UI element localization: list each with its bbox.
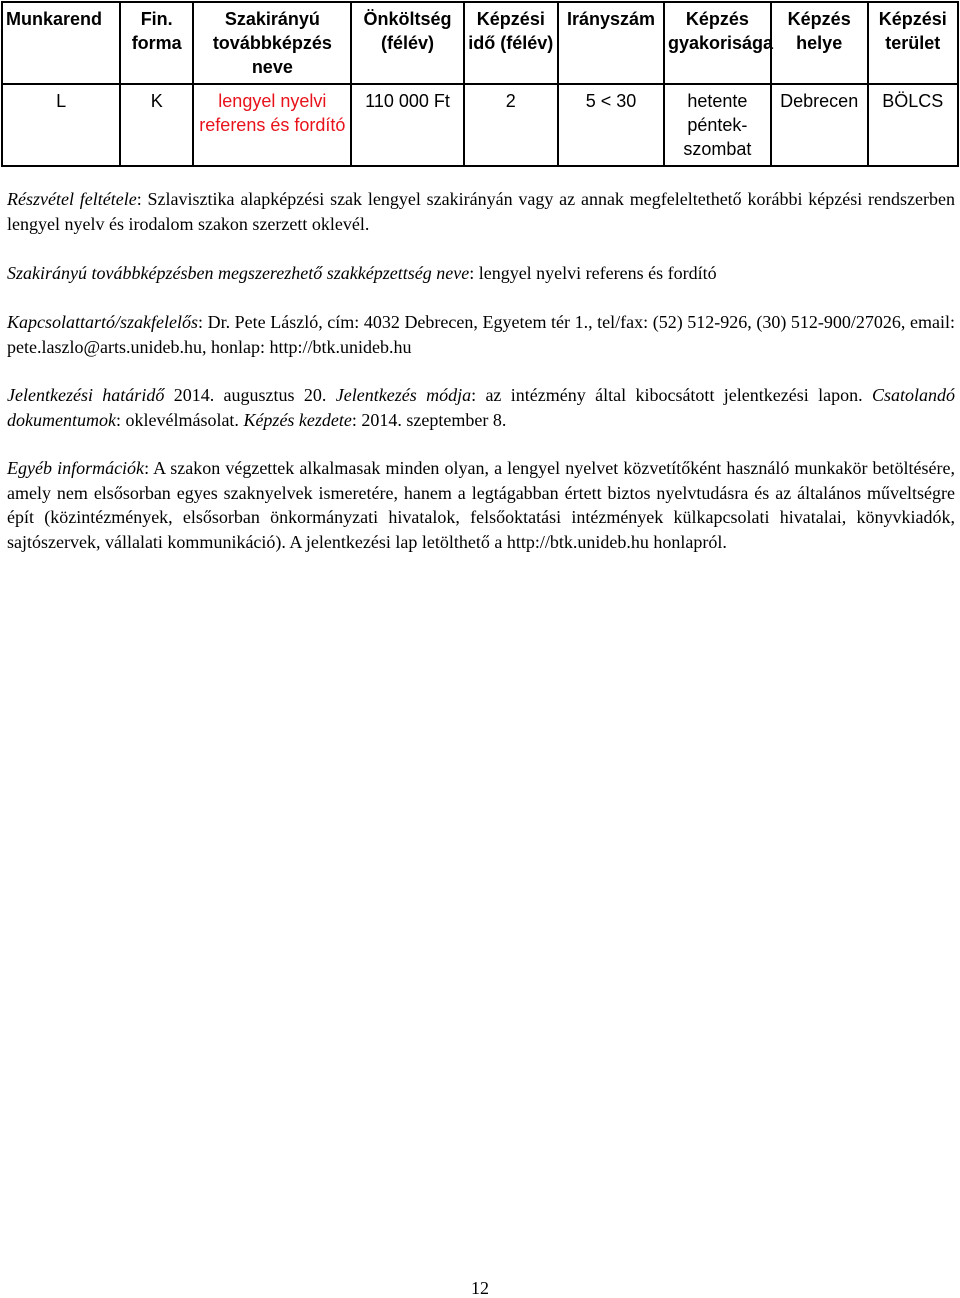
header-kepzes-gyakorisaga: Képzés gyakorisága bbox=[664, 2, 771, 84]
cell-kepzesi-terulet: BÖLCS bbox=[868, 84, 959, 166]
kapcsolattarto-label: Kapcsolattartó/szakfelelős bbox=[7, 312, 198, 332]
page-number: 12 bbox=[471, 1278, 489, 1298]
reszvetel-text: : Szlavisztika alapképzési szak lengyel szakirányán vagy az annak megfeleltethető korábbi képzési rendszerben lengyel nyelv és irodalom szakon szerzett oklevél. bbox=[7, 189, 955, 234]
cell-munkarend: L bbox=[2, 84, 120, 166]
egyeb-text: : A szakon végzettek alkalmasak minden olyan, a lengyel nyelvet közvetítőként használó munkakör betöltésére, amely nem elsősorban egyes szaknyelvek ismeretére, hanem a legtágabban értett biztos nyelvtudásra és az általános műveltségre épít (közintézmények, elsősorban önkormányzati hivatalok, felsőoktatási intézmények külkapcsolati hivatalai, könyvkiadók, sajtószervek, vállalati kommunikáció). A jelentkezési lap letölthető a http://btk.unideb.hu honlapról. bbox=[7, 458, 955, 552]
cell-szakiranyu-neve: lengyel nyelvi referens és fordító bbox=[193, 84, 351, 166]
egyeb-informaciok-paragraph bbox=[7, 456, 955, 554]
header-onkoltseg: Önköltség (félév) bbox=[351, 2, 463, 84]
hatarido-label: Jelentkezési határidő bbox=[7, 385, 165, 405]
header-kepzesi-ido: Képzési idő (félév) bbox=[464, 2, 559, 84]
modja-label: Jelentkezés módja bbox=[335, 385, 472, 405]
header-kepzesi-terulet: Képzési terület bbox=[868, 2, 959, 84]
kezdete-text: : 2014. szeptember 8. bbox=[351, 409, 507, 430]
egyeb-label: Egyéb információk bbox=[7, 458, 145, 478]
program-table bbox=[1, 1, 959, 167]
header-szakiranyu-neve: Szakirányú továbbképzés neve bbox=[193, 2, 351, 84]
reszvetel-feltetele-paragraph bbox=[7, 187, 955, 236]
modja-text: : az intézmény által kibocsátott jelentkezési lapon. bbox=[471, 385, 872, 405]
kapcsolattarto-paragraph bbox=[7, 310, 955, 359]
header-munkarend: Munkarend bbox=[2, 2, 120, 84]
szakkepzettseg-label: Szakirányú továbbképzésben megszerezhető szakképzettség neve bbox=[7, 263, 470, 283]
jelentkezes-paragraph bbox=[7, 383, 955, 432]
header-fin-forma: Fin. forma bbox=[120, 2, 193, 84]
header-kepzes-helye: Képzés helye bbox=[771, 2, 868, 84]
hatarido-text: 2014. augusztus 20. bbox=[164, 385, 336, 405]
csatolando-text: : oklevélmásolat. bbox=[115, 409, 244, 430]
cell-kepzesi-ido: 2 bbox=[464, 84, 559, 166]
szakkepzettseg-text: : lengyel nyelvi referens és fordító bbox=[469, 263, 717, 283]
table-row bbox=[2, 84, 958, 166]
cell-onkoltseg: 110 000 Ft bbox=[351, 84, 463, 166]
table-header-row bbox=[2, 2, 958, 84]
cell-fin-forma: K bbox=[120, 84, 193, 166]
header-iranyszam: Irányszám bbox=[558, 2, 664, 84]
kapcsolattarto-text: : Dr. Pete László, cím: 4032 Debrecen, Egyetem tér 1., tel/fax: (52) 512-926, (30) 512-900/27026, email: pete.laszlo@arts.unideb.hu, honlap: http://btk.unideb.hu bbox=[7, 312, 955, 357]
csatolando-label: Csatolandó dokumentumok bbox=[7, 385, 955, 430]
kezdete-label: Képzés kezdete bbox=[243, 409, 352, 430]
cell-kepzes-gyakorisaga: hetente péntek-szombat bbox=[664, 84, 771, 166]
reszvetel-label: Részvétel feltétele bbox=[7, 189, 137, 209]
cell-kepzes-helye: Debrecen bbox=[771, 84, 868, 166]
cell-iranyszam: 5 < 30 bbox=[558, 84, 664, 166]
szakkepzettseg-paragraph bbox=[7, 261, 955, 286]
